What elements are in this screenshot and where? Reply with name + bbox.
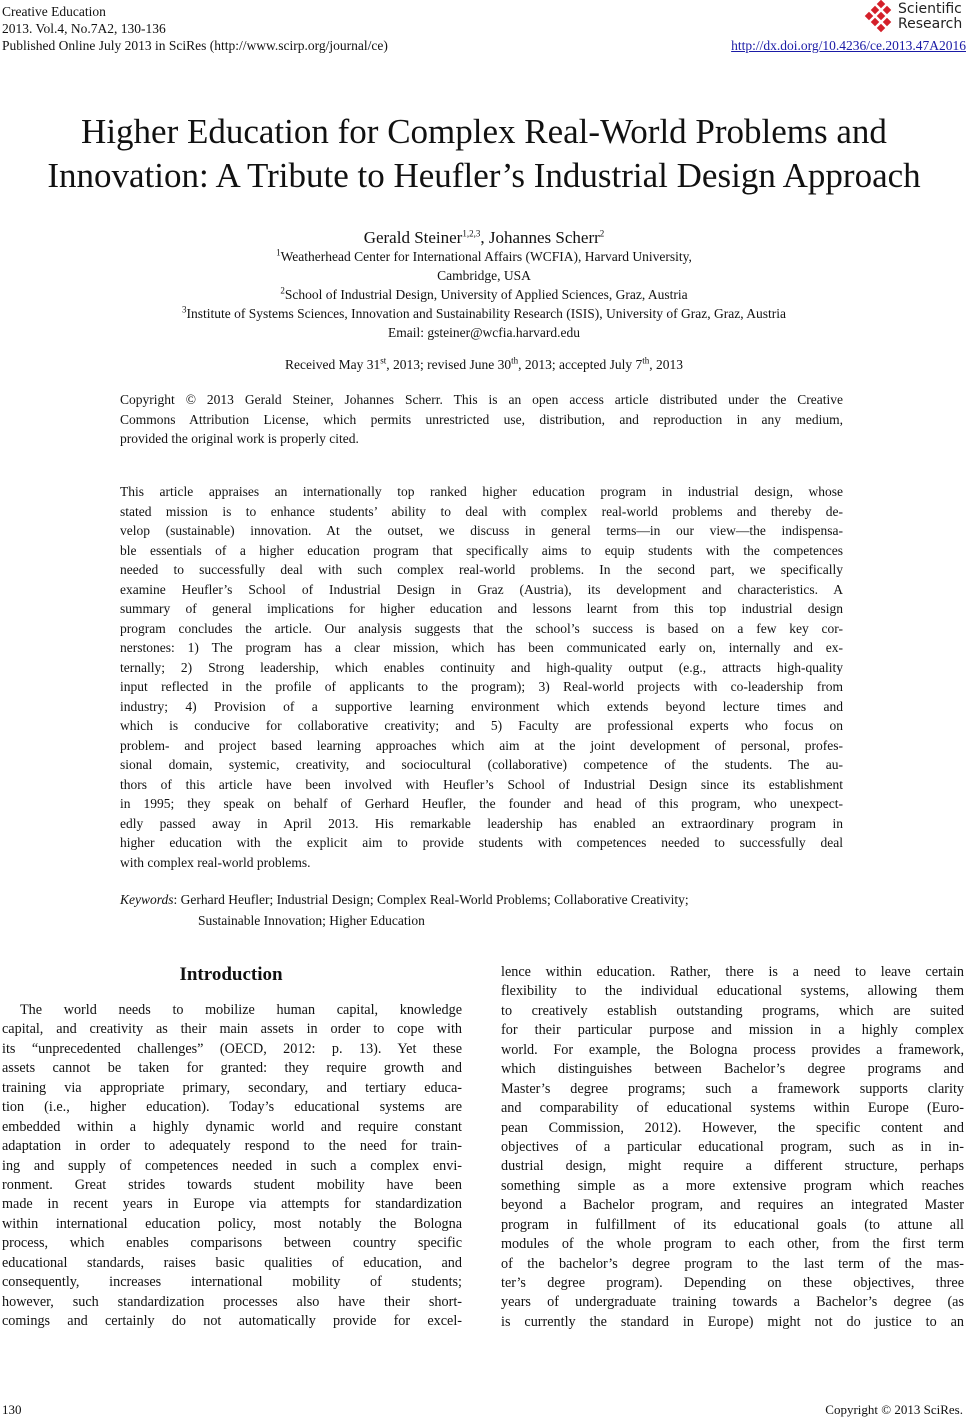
body-line: its “unprecedented challenges” (OECD, 2012: p. 13). Yet these <box>2 1040 462 1057</box>
body-line: Master’s degree programs; such a framework supports clarity <box>501 1080 964 1097</box>
author-name: Gerald Steiner <box>363 228 463 247</box>
copyright-line: Copyright © 2013 Gerald Steiner, Johannes Scherr. This is an open access article distributed under the Creative <box>120 392 843 407</box>
abstract-line: program concludes the article. Our analysis suggests that the school’s success is based on a few key cor- <box>120 620 843 636</box>
section-heading: Introduction <box>179 964 283 985</box>
body-line: embedded within a highly dynamic world and require constant <box>2 1118 462 1135</box>
date-sup: th <box>511 355 519 366</box>
abstract-line: problem- and project based learning approaches which aim at the joint development of personal, profes- <box>120 737 843 753</box>
body-line: pean Commission, 2012). However, the specific content and <box>501 1119 964 1136</box>
body-line: The world needs to mobilize human capital, knowledge <box>20 1002 462 1018</box>
body-line: comings and certainly do not automatically provide for excel- <box>2 1313 462 1329</box>
body-line: is currently the standard in Europe) might not do justice to an <box>501 1313 964 1330</box>
abstract-line: in 1995; they speak on behalf of Gerhard Heufler, the founder and head of this program, who unexpect- <box>120 796 843 811</box>
keywords-text: Sustainable Innovation; Higher Education <box>198 913 425 928</box>
body-line: made in recent years in Europe via attempts for standardization <box>2 1196 462 1213</box>
affiliation-text: Cambridge, USA <box>437 268 531 283</box>
body-line: of the bachelor’s degree program to the last term of the mas- <box>501 1255 964 1272</box>
logo-text-1: Scientific <box>898 1 962 17</box>
body-line: something simple as a more extensive program which reaches <box>501 1177 964 1194</box>
body-line: process, which enables comparisons between country specific <box>2 1235 462 1252</box>
body-line: however, such standardization processes also have their short- <box>2 1293 462 1310</box>
author-name: , Johannes Scherr <box>480 228 600 247</box>
body-line: consequently, increases international mobility of students; <box>2 1274 462 1291</box>
logo-text-2: Research <box>898 16 963 32</box>
body-line: educational standards, raises basic qualities of education, and <box>2 1254 462 1271</box>
copyright-line: Commons Attribution License, which permits unrestricted use, distribution, and reproduction in any medium, <box>120 411 843 427</box>
abstract-line: input reflected in the profile of applicants to the program); 3) Real-world projects with co-leadership from <box>120 679 843 694</box>
affiliation-text: Weatherhead Center for International Affairs (WCFIA), Harvard University, <box>280 249 692 264</box>
date-text: , 2013; revised June 30 <box>386 357 512 372</box>
journal-header <box>2 3 388 54</box>
date-sup: st <box>380 355 387 366</box>
right-column <box>501 963 964 1332</box>
diamond-logo-icon <box>864 0 898 34</box>
body-line: objectives of a particular educational program, such as in in- <box>501 1138 964 1155</box>
date-sup: th <box>642 355 650 366</box>
body-line: world. For example, the Bologna process provides a framework, <box>501 1041 964 1058</box>
body-line: modules of the whole program to each other, from the first term <box>501 1236 964 1253</box>
date-text: , 2013 <box>649 357 683 372</box>
body-line: ronment. Great strides towards student mobility have been <box>2 1176 462 1193</box>
date-text: Received May 31 <box>285 357 381 372</box>
body-line: adaptation in order to adequately respond to the need for train- <box>2 1138 462 1155</box>
abstract-line: with complex real-world problems. <box>120 854 311 870</box>
journal-name: Creative Education <box>2 4 106 19</box>
affiliation <box>0 304 968 323</box>
abstract-line: higher education with the explicit aim to provide students with competences needed to successfully deal <box>120 835 843 850</box>
body-line: lence within education. Rather, there is a need to leave certain <box>501 964 964 980</box>
body-line: ter’s degree program). Depending on these objectives, three <box>501 1275 964 1291</box>
body-line: ing and supply of competences needed in such a complex envi- <box>2 1157 462 1174</box>
abstract-line: stated mission is to enhance students’ ability to deal with complex real-world problems and thereby de- <box>120 503 843 519</box>
body-line: dustrial design, might require a different structure, perhaps <box>501 1158 964 1175</box>
abstract-line: edly passed away in April 2013. His remarkable leadership has enabled an extraordinary program in <box>120 815 843 831</box>
body-line: beyond a Bachelor program, and requires an integrated Master <box>501 1197 964 1214</box>
affiliations <box>0 247 968 342</box>
body-line: which distinguishes between Bachelor’s degree programs and <box>501 1061 964 1078</box>
title-line: Innovation: A Tribute to Heufler’s Industrial Design Approach <box>47 156 921 195</box>
body-line: for their particular purpose and mission in a highly complex <box>501 1022 964 1039</box>
keywords-text: : Gerhard Heufler; Industrial Design; Complex Real-World Problems; Collaborative Creativity; <box>173 892 689 907</box>
affiliation <box>0 285 968 304</box>
affiliation-sup: 2 <box>280 285 285 296</box>
abstract-line: summary of general implications for higher education and lessons learnt from this top industrial design <box>120 601 843 616</box>
affiliation-sup: 1 <box>276 247 281 258</box>
body-line: training via appropriate primary, secondary, and tertiary educa- <box>2 1079 462 1096</box>
body-line: tion (i.e., higher education). Today’s educational systems are <box>2 1099 462 1116</box>
abstract-line: examine Heufler’s School of Industrial Design in Graz (Austria), its development and characteristics. A <box>120 581 843 597</box>
authors <box>0 228 968 248</box>
abstract-line: velop (sustainable) innovation. At the outset, we discuss in general terms—in our view—the indispensa- <box>120 523 843 538</box>
doi-link[interactable]: http://dx.doi.org/10.4236/ce.2013.47A2016 <box>731 38 966 53</box>
published-info: Published Online July 2013 in SciRes (http://www.scirp.org/journal/ce) <box>2 38 388 53</box>
page-number: 130 <box>2 1402 22 1417</box>
affiliation-text: Institute of Systems Sciences, Innovation and Sustainability Research (ISIS), University of Graz, Graz, Austria <box>186 306 786 321</box>
abstract-line: This article appraises an internationally top ranked higher education program in industrial design, whose <box>120 484 843 499</box>
keywords <box>120 889 689 931</box>
affiliation-sup: 3 <box>182 304 187 315</box>
body-line: years of undergraduate training towards a Bachelor’s degree (as <box>501 1294 964 1311</box>
copyright-line: provided the original work is properly cited. <box>120 431 359 446</box>
affiliation-text: School of Industrial Design, University of Applied Sciences, Graz, Austria <box>284 287 688 302</box>
abstract <box>120 482 843 872</box>
abstract-line: which is conducive for collaborative creativity; and 5) Faculty are professional experts who focus on <box>120 718 843 733</box>
author-sup: 1,2,3 <box>462 228 481 239</box>
abstract-line: needed to successfully deal with such complex real-world problems. In the second part, we specifically <box>120 562 843 577</box>
body-line: capital, and creativity as their main assets in order to cope with <box>2 1021 462 1038</box>
abstract-line: ternally; 2) Strong leadership, which enables continuity and high-quality output (e.g., attracts high-quality <box>120 659 843 675</box>
footer-copyright: Copyright © 2013 SciRes. <box>825 1402 963 1417</box>
abstract-line: industry; 4) Provision of a supportive learning environment which extends beyond lecture times and <box>120 698 843 714</box>
abstract-line: nerstones: 1) The program has a clear mission, which has been communicated early on, internally and ex- <box>120 640 843 655</box>
abstract-line: thors of this article have been involved with Heufler’s School of Industrial Design since its establishment <box>120 776 843 792</box>
body-line: within international education policy, most notably the Bologna <box>2 1215 462 1232</box>
keywords-label: Keywords <box>120 892 174 907</box>
copyright-notice <box>120 390 843 449</box>
journal-volume: 2013. Vol.4, No.7A2, 130-136 <box>2 21 166 36</box>
author-sup: 2 <box>599 228 605 239</box>
title-line: Higher Education for Complex Real-World Problems and <box>81 112 887 151</box>
date-text: , 2013; accepted July 7 <box>518 357 643 372</box>
affiliation <box>0 323 968 342</box>
body-line: to creatively establish outstanding programs, which are suited <box>501 1002 964 1019</box>
abstract-line: ble essentials of a higher education program that specifically aims to equip students with the competences <box>120 542 843 558</box>
body-line: program in fulfillment of its educational goals (to attune all <box>501 1216 964 1233</box>
body-line: assets cannot be taken for granted: they require growth and <box>2 1060 462 1077</box>
received-dates <box>0 357 968 373</box>
body-line: flexibility to the individual educational systems, allowing them <box>501 983 964 1000</box>
abstract-line: sional domain, systemic, creativity, and sociocultural (collaborative) competence of the students. The au- <box>120 757 843 772</box>
affiliation <box>0 266 968 285</box>
affiliation-text: Email: gsteiner@wcfia.harvard.edu <box>388 325 580 340</box>
body-line: and comparability of educational systems within Europe (Euro- <box>501 1100 964 1117</box>
scientific-research-logo <box>864 0 962 34</box>
affiliation <box>0 247 968 266</box>
left-column <box>2 1001 462 1331</box>
paper-title <box>0 110 968 198</box>
